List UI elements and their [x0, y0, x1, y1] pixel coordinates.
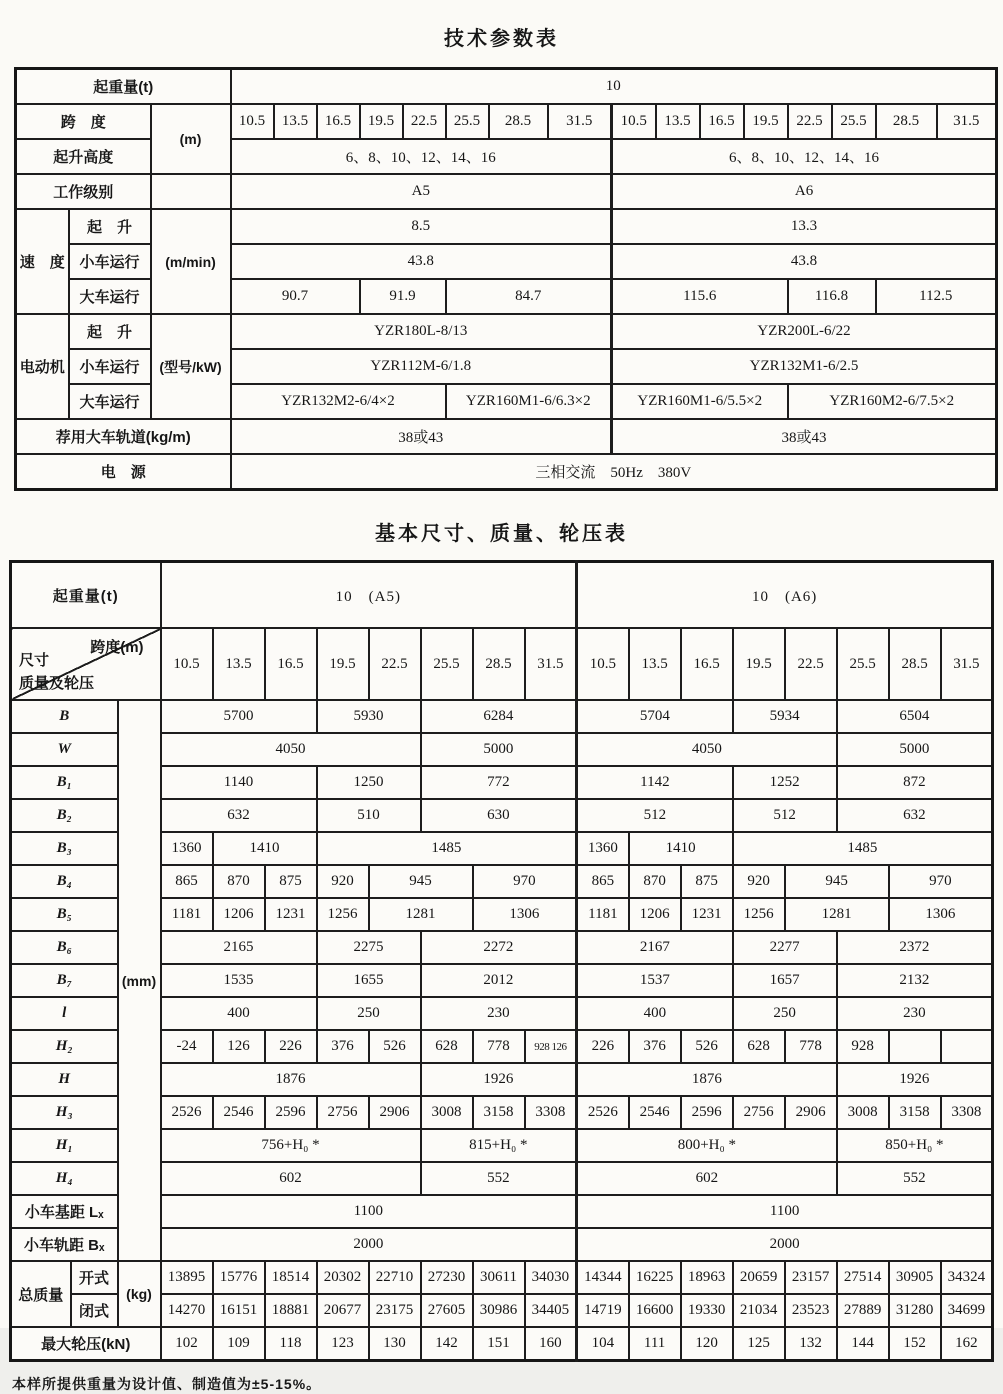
cell: 2596 — [681, 1096, 733, 1129]
row-label-H2: H₂ — [11, 1030, 118, 1063]
cell: 19330 — [681, 1294, 733, 1327]
cell: 3158 — [473, 1096, 525, 1129]
row-label-trolley-travel: 小车运行 — [69, 244, 151, 279]
cell: 13895 — [161, 1261, 213, 1294]
unit-model-kw: (型号/kW) — [151, 314, 231, 419]
cell: 3308 — [525, 1096, 577, 1129]
cell: 22.5 — [403, 104, 446, 139]
cell: 872 — [837, 766, 993, 799]
cell: 526 — [681, 1030, 733, 1063]
cell: 16.5 — [681, 628, 733, 700]
cell: 27889 — [837, 1294, 889, 1327]
table-row — [16, 419, 997, 454]
cell: 18963 — [681, 1261, 733, 1294]
cell: 104 — [577, 1327, 629, 1361]
cell: 28.5 — [489, 104, 548, 139]
row-label-max-wheel-load: 最大轮压(kN) — [11, 1327, 161, 1361]
cell: 16.5 — [700, 104, 744, 139]
cell: 756+H₀ * — [161, 1129, 421, 1162]
cell: 10.5 — [231, 104, 274, 139]
row-label-B2: B₂ — [11, 799, 118, 832]
cell: 1281 — [369, 898, 473, 931]
row-label-closed-type: 闭式 — [71, 1294, 118, 1327]
cell: 31.5 — [941, 628, 993, 700]
cell: 20677 — [317, 1294, 369, 1327]
cell: 14344 — [577, 1261, 629, 1294]
cell: 1657 — [733, 964, 837, 997]
cell: 23523 — [785, 1294, 837, 1327]
unit-m: (m) — [151, 104, 231, 174]
cell: 22.5 — [788, 104, 832, 139]
cell: 112.5 — [876, 279, 997, 314]
cell: 1181 — [577, 898, 629, 931]
cell: 84.7 — [446, 279, 612, 314]
cell: 1256 — [317, 898, 369, 931]
cell: YZR112M-6/1.8 — [231, 349, 612, 384]
cell: 25.5 — [837, 628, 889, 700]
cell: 2526 — [577, 1096, 629, 1129]
row-label-B6: B₆ — [11, 931, 118, 964]
cell: 512 — [577, 799, 733, 832]
cell: 34030 — [525, 1261, 577, 1294]
cell: 628 — [733, 1030, 785, 1063]
cell: 1100 — [161, 1195, 577, 1228]
cell: 865 — [577, 865, 629, 898]
cell — [941, 1030, 993, 1063]
cell: 30905 — [889, 1261, 941, 1294]
cell: 778 — [473, 1030, 525, 1063]
cell: 850+H₀ * — [837, 1129, 993, 1162]
cell: 10 (A6) — [577, 562, 993, 629]
cell: 2000 — [577, 1228, 993, 1261]
cell: 250 — [317, 997, 421, 1030]
cell: 31.5 — [548, 104, 612, 139]
row-label-B7: B₇ — [11, 964, 118, 997]
cell: 19.5 — [317, 628, 369, 700]
row-label-H3: H₃ — [11, 1096, 118, 1129]
cell: 1360 — [577, 832, 629, 865]
diag-bottom-line: 尺寸 — [19, 651, 50, 669]
cell: 1140 — [161, 766, 317, 799]
cell: 865 — [161, 865, 213, 898]
cell: 1485 — [317, 832, 577, 865]
cell: YZR180L-8/13 — [231, 314, 612, 349]
cell: -24 — [161, 1030, 213, 1063]
cell: 2132 — [837, 964, 993, 997]
row-label-open-type: 开式 — [71, 1261, 118, 1294]
cell: 510 — [317, 799, 421, 832]
table-row — [11, 1261, 993, 1294]
cell: 13.5 — [274, 104, 317, 139]
row-label-trolley-travel: 小车运行 — [69, 349, 151, 384]
cell: 13.5 — [656, 104, 700, 139]
cell: 1206 — [629, 898, 681, 931]
cell: 三相交流 50Hz 380V — [231, 454, 997, 490]
cell: 160 — [525, 1327, 577, 1361]
cell: 23175 — [369, 1294, 421, 1327]
table-row — [11, 700, 993, 733]
cell: 230 — [837, 997, 993, 1030]
cell: 144 — [837, 1327, 889, 1361]
cell: 1485 — [733, 832, 993, 865]
cell: 772 — [421, 766, 577, 799]
cell: 945 — [785, 865, 889, 898]
cell: 14719 — [577, 1294, 629, 1327]
cell: 552 — [421, 1162, 577, 1195]
row-label-B5: B₅ — [11, 898, 118, 931]
row-label-power: 电 源 — [16, 454, 231, 490]
cell: 1410 — [213, 832, 317, 865]
cell: 125 — [733, 1327, 785, 1361]
cell: 1360 — [161, 832, 213, 865]
cell: 31.5 — [525, 628, 577, 700]
cell: 22.5 — [369, 628, 421, 700]
cell: YZR132M2-6/4×2 — [231, 384, 446, 419]
tech-params-table — [14, 67, 998, 491]
cell: 1876 — [577, 1063, 837, 1096]
cell: 25.5 — [832, 104, 876, 139]
row-label-B4: B₄ — [11, 865, 118, 898]
cell: 6284 — [421, 700, 577, 733]
row-label-crane-travel: 大车运行 — [69, 384, 151, 419]
cell: 43.8 — [231, 244, 612, 279]
cell: 1926 — [421, 1063, 577, 1096]
cell: 152 — [889, 1327, 941, 1361]
cell: 130 — [369, 1327, 421, 1361]
row-label-hoisting: 起 升 — [69, 209, 151, 244]
cell: 16151 — [213, 1294, 265, 1327]
cell: 1306 — [473, 898, 577, 931]
cell: 1537 — [577, 964, 733, 997]
cell: 632 — [161, 799, 317, 832]
cell: 31.5 — [937, 104, 997, 139]
table-row — [16, 209, 997, 244]
cell: A5 — [231, 174, 612, 209]
cell: 91.9 — [360, 279, 446, 314]
cell: 920 — [733, 865, 785, 898]
cell: 1142 — [577, 766, 733, 799]
cell: 28.5 — [473, 628, 525, 700]
cell: 970 — [889, 865, 993, 898]
cell: 22710 — [369, 1261, 421, 1294]
cell: 13.5 — [629, 628, 681, 700]
row-label-H1: H₁ — [11, 1129, 118, 1162]
cell: 28.5 — [876, 104, 937, 139]
cell: 778 — [785, 1030, 837, 1063]
cell: 512 — [733, 799, 837, 832]
cell: 38或43 — [231, 419, 612, 454]
cell: 1876 — [161, 1063, 421, 1096]
cell — [151, 174, 231, 209]
cell: 14270 — [161, 1294, 213, 1327]
cell: 870 — [629, 865, 681, 898]
cell: 630 — [421, 799, 577, 832]
cell: 5934 — [733, 700, 837, 733]
row-label-B3: B₃ — [11, 832, 118, 865]
cell: 2546 — [629, 1096, 681, 1129]
cell: 6504 — [837, 700, 993, 733]
cell: 5000 — [837, 733, 993, 766]
cell: 38或43 — [612, 419, 997, 454]
cell — [889, 1030, 941, 1063]
cell: 10.5 — [612, 104, 656, 139]
cell: 18881 — [265, 1294, 317, 1327]
table-row — [16, 69, 997, 105]
cell: 3158 — [889, 1096, 941, 1129]
cell: 2906 — [369, 1096, 421, 1129]
cell: A6 — [612, 174, 997, 209]
cell: 34324 — [941, 1261, 993, 1294]
cell: 19.5 — [360, 104, 403, 139]
cell: 1306 — [889, 898, 993, 931]
cell: 230 — [421, 997, 577, 1030]
cell: 27605 — [421, 1294, 473, 1327]
table-row — [16, 104, 997, 139]
cell: 21034 — [733, 1294, 785, 1327]
cell: 1655 — [317, 964, 421, 997]
cell: 928 — [837, 1030, 889, 1063]
row-label-B1: B₁ — [11, 766, 118, 799]
cell: 27514 — [837, 1261, 889, 1294]
cell: 20302 — [317, 1261, 369, 1294]
row-label-span: 跨 度 — [16, 104, 151, 139]
cell: 1256 — [733, 898, 785, 931]
cell: 162 — [941, 1327, 993, 1361]
cell: 1231 — [265, 898, 317, 931]
cell: 34405 — [525, 1294, 577, 1327]
row-label-capacity: 起重量(t) — [16, 69, 231, 105]
cell: 400 — [577, 997, 733, 1030]
cell: 2275 — [317, 931, 421, 964]
cell: 2272 — [421, 931, 577, 964]
cell: 1252 — [733, 766, 837, 799]
cell: 5700 — [161, 700, 317, 733]
cell: 1250 — [317, 766, 421, 799]
cell: 16.5 — [317, 104, 360, 139]
cell: 16225 — [629, 1261, 681, 1294]
cell: 10.5 — [161, 628, 213, 700]
cell: 6、8、10、12、14、16 — [612, 139, 997, 174]
unit-kg: (kg) — [118, 1261, 161, 1327]
diag-bottom-line: 质量及轮压 — [19, 674, 95, 692]
cell: 920 — [317, 865, 369, 898]
row-label-trolley-base: 小车基距 Lₓ — [11, 1195, 118, 1228]
cell: 2167 — [577, 931, 733, 964]
cell: 2012 — [421, 964, 577, 997]
cell: 19.5 — [744, 104, 788, 139]
cell: 250 — [733, 997, 837, 1030]
table-row — [11, 1327, 993, 1361]
cell: 19.5 — [733, 628, 785, 700]
cell: 115.6 — [612, 279, 788, 314]
cell: 800+H₀ * — [577, 1129, 837, 1162]
cell: 2756 — [317, 1096, 369, 1129]
cell: 132 — [785, 1327, 837, 1361]
cell: 3008 — [837, 1096, 889, 1129]
cell: 10 — [231, 69, 997, 105]
cell: 18514 — [265, 1261, 317, 1294]
cell: 2000 — [161, 1228, 577, 1261]
cell: 3308 — [941, 1096, 993, 1129]
cell: 13.5 — [213, 628, 265, 700]
row-label-hoisting: 起 升 — [69, 314, 151, 349]
row-label-crane-travel: 大车运行 — [69, 279, 151, 314]
cell: 928 126 — [525, 1030, 577, 1063]
cell: 376 — [629, 1030, 681, 1063]
cell: 25.5 — [421, 628, 473, 700]
cell: 5704 — [577, 700, 733, 733]
cell: 1535 — [161, 964, 317, 997]
cell: 875 — [681, 865, 733, 898]
cell: YZR160M1-6/5.5×2 — [612, 384, 788, 419]
table-row — [16, 314, 997, 349]
cell: 126 — [213, 1030, 265, 1063]
cell: 10.5 — [577, 628, 629, 700]
cell: 400 — [161, 997, 317, 1030]
cell: 123 — [317, 1327, 369, 1361]
footnote: 本样所提供重量为设计值、制造值为±5-15%。 — [12, 1376, 322, 1392]
cell: 945 — [369, 865, 473, 898]
cell: 23157 — [785, 1261, 837, 1294]
cell: 2372 — [837, 931, 993, 964]
cell: 109 — [213, 1327, 265, 1361]
cell: 2526 — [161, 1096, 213, 1129]
cell: 102 — [161, 1327, 213, 1361]
row-label-motor: 电动机 — [16, 314, 69, 419]
cell: 4050 — [161, 733, 421, 766]
row-label-W: W — [11, 733, 118, 766]
cell: 1281 — [785, 898, 889, 931]
cell: 5930 — [317, 700, 421, 733]
cell: 1100 — [577, 1195, 993, 1228]
table-row — [16, 454, 997, 490]
cell: 34699 — [941, 1294, 993, 1327]
cell: 2906 — [785, 1096, 837, 1129]
cell: 31280 — [889, 1294, 941, 1327]
cell: 2596 — [265, 1096, 317, 1129]
cell: 13.3 — [612, 209, 997, 244]
row-label-H4: H₄ — [11, 1162, 118, 1195]
cell: YZR160M1-6/6.3×2 — [446, 384, 612, 419]
corner-label-capacity: 起重量(t) — [11, 562, 161, 629]
cell: 116.8 — [788, 279, 876, 314]
cell: 8.5 — [231, 209, 612, 244]
cell: 226 — [577, 1030, 629, 1063]
table-row — [16, 174, 997, 209]
row-label-speed: 速 度 — [16, 209, 69, 314]
row-label-trolley-gauge: 小车轨距 Bₓ — [11, 1228, 118, 1261]
cell: 526 — [369, 1030, 421, 1063]
cell: 27230 — [421, 1261, 473, 1294]
unit-m-min: (m/min) — [151, 209, 231, 314]
cell: 3008 — [421, 1096, 473, 1129]
cell: 2165 — [161, 931, 317, 964]
dimensions-table — [9, 560, 994, 1362]
cell: 10 (A5) — [161, 562, 577, 629]
table2-title: 基本尺寸、质量、轮压表 — [375, 523, 628, 545]
cell: 2546 — [213, 1096, 265, 1129]
unit-mm: (mm) — [118, 700, 161, 1261]
diag-bottom-label — [19, 649, 94, 696]
table1-title: 技术参数表 — [444, 28, 559, 50]
cell: 28.5 — [889, 628, 941, 700]
cell: 970 — [473, 865, 577, 898]
cell: 151 — [473, 1327, 525, 1361]
cell: 1231 — [681, 898, 733, 931]
cell: 2277 — [733, 931, 837, 964]
row-label-total-mass: 总质量 — [11, 1261, 71, 1327]
cell: YZR200L-6/22 — [612, 314, 997, 349]
table-row — [11, 628, 993, 700]
cell: 16600 — [629, 1294, 681, 1327]
cell: 120 — [681, 1327, 733, 1361]
cell: 628 — [421, 1030, 473, 1063]
row-label-rail: 荐用大车轨道(kg/m) — [16, 419, 231, 454]
table-row — [11, 562, 993, 629]
cell: 20659 — [733, 1261, 785, 1294]
cell: 376 — [317, 1030, 369, 1063]
cell: 1181 — [161, 898, 213, 931]
row-label-l: l — [11, 997, 118, 1030]
cell: 5000 — [421, 733, 577, 766]
cell: 1206 — [213, 898, 265, 931]
cell: YZR132M1-6/2.5 — [612, 349, 997, 384]
cell: 90.7 — [231, 279, 360, 314]
cell: 1410 — [629, 832, 733, 865]
diag-top-label: 跨度(m) — [90, 639, 144, 656]
cell: 22.5 — [785, 628, 837, 700]
cell: 1926 — [837, 1063, 993, 1096]
diag-header — [11, 628, 161, 700]
cell: 870 — [213, 865, 265, 898]
cell: 25.5 — [446, 104, 489, 139]
cell: 815+H₀ * — [421, 1129, 577, 1162]
cell: YZR160M2-6/7.5×2 — [788, 384, 997, 419]
cell: 6、8、10、12、14、16 — [231, 139, 612, 174]
cell: 602 — [161, 1162, 421, 1195]
row-label-duty-class: 工作级别 — [16, 174, 151, 209]
cell: 4050 — [577, 733, 837, 766]
cell: 2756 — [733, 1096, 785, 1129]
cell: 15776 — [213, 1261, 265, 1294]
cell: 118 — [265, 1327, 317, 1361]
cell: 142 — [421, 1327, 473, 1361]
cell: 552 — [837, 1162, 993, 1195]
row-label-lift-height: 起升高度 — [16, 139, 151, 174]
row-label-B: B — [11, 700, 118, 733]
cell: 30611 — [473, 1261, 525, 1294]
cell: 875 — [265, 865, 317, 898]
cell: 43.8 — [612, 244, 997, 279]
cell: 226 — [265, 1030, 317, 1063]
cell: 30986 — [473, 1294, 525, 1327]
cell: 632 — [837, 799, 993, 832]
cell: 16.5 — [265, 628, 317, 700]
row-label-H: H — [11, 1063, 118, 1096]
cell: 111 — [629, 1327, 681, 1361]
cell: 602 — [577, 1162, 837, 1195]
